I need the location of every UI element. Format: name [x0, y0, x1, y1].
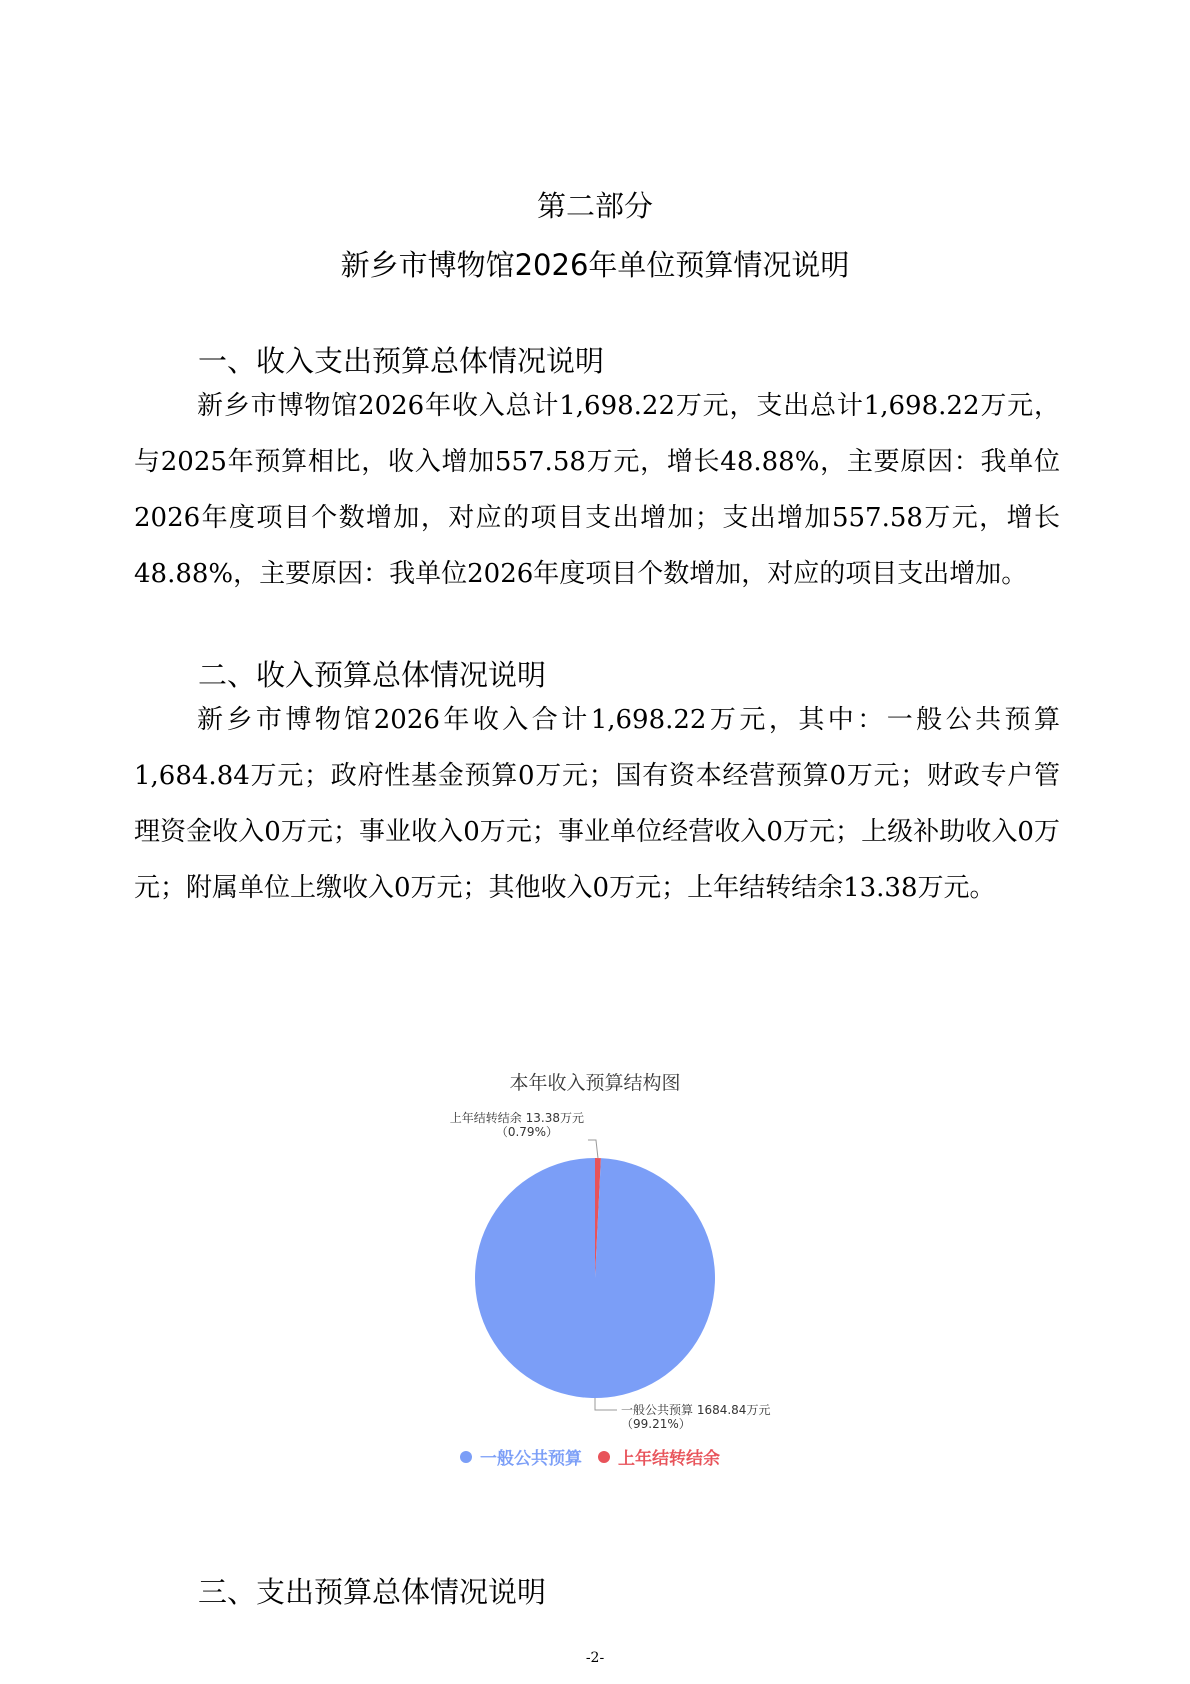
section-body-2: 新乡市博物馆2026年收入合计1,698.22万元，其中：一般公共预算1,684.84万元；政府性基金预算0万元；国有资本经营预算0万元；财政专户管理资金收入0万元；事业收入0万元；事业单位经营收入0万元；上级补助收入0万元；附属单位上缴收入0万元；其他收入0万元；上年结转结余13.38万元。: [134, 705, 1060, 903]
part-title: 第二部分: [536, 189, 653, 223]
section-heading-1: 一、收入支出预算总体情况说明: [198, 344, 605, 378]
label-leader-line: [595, 1398, 617, 1410]
slice-percent-label: （99.21%）: [621, 1417, 691, 1431]
label-leader-line: [588, 1140, 598, 1158]
legend-label: 一般公共预算: [480, 1449, 582, 1469]
pie-slice[interactable]: [475, 1158, 715, 1398]
slice-label: 一般公共预算 1684.84万元: [621, 1403, 771, 1417]
slice-label: 上年结转结余 13.38万元: [449, 1111, 584, 1126]
section-heading-3: 三、支出预算总体情况说明: [198, 1575, 547, 1609]
legend-dot-icon: [460, 1451, 472, 1463]
legend-label: 上年结转结余: [618, 1449, 720, 1469]
section-heading-2: 二、收入预算总体情况说明: [198, 658, 547, 692]
chart-title: 本年收入预算结构图: [509, 1072, 681, 1094]
legend-dot-icon: [598, 1451, 610, 1463]
legend-item-carryover[interactable]: [598, 1444, 720, 1469]
slice-percent-label: （0.79%）: [495, 1125, 558, 1140]
pie-chart: [400, 1100, 820, 1440]
page-number: -2-: [585, 1650, 605, 1666]
legend-item-general-budget[interactable]: [460, 1444, 582, 1469]
section-body-1: 新乡市博物馆2026年收入总计1,698.22万元，支出总计1,698.22万元，与2025年预算相比，收入增加557.58万元，增长48.88%，主要原因：我单位2026年度项目个数增加，对应的项目支出增加；支出增加557.58万元，增长48.88%，主要原因：我单位2026年度项目个数增加，对应的项目支出增加。: [134, 391, 1060, 589]
document-title: 新乡市博物馆2026年单位预算情况说明: [340, 248, 850, 282]
chart-legend: [460, 1444, 720, 1469]
